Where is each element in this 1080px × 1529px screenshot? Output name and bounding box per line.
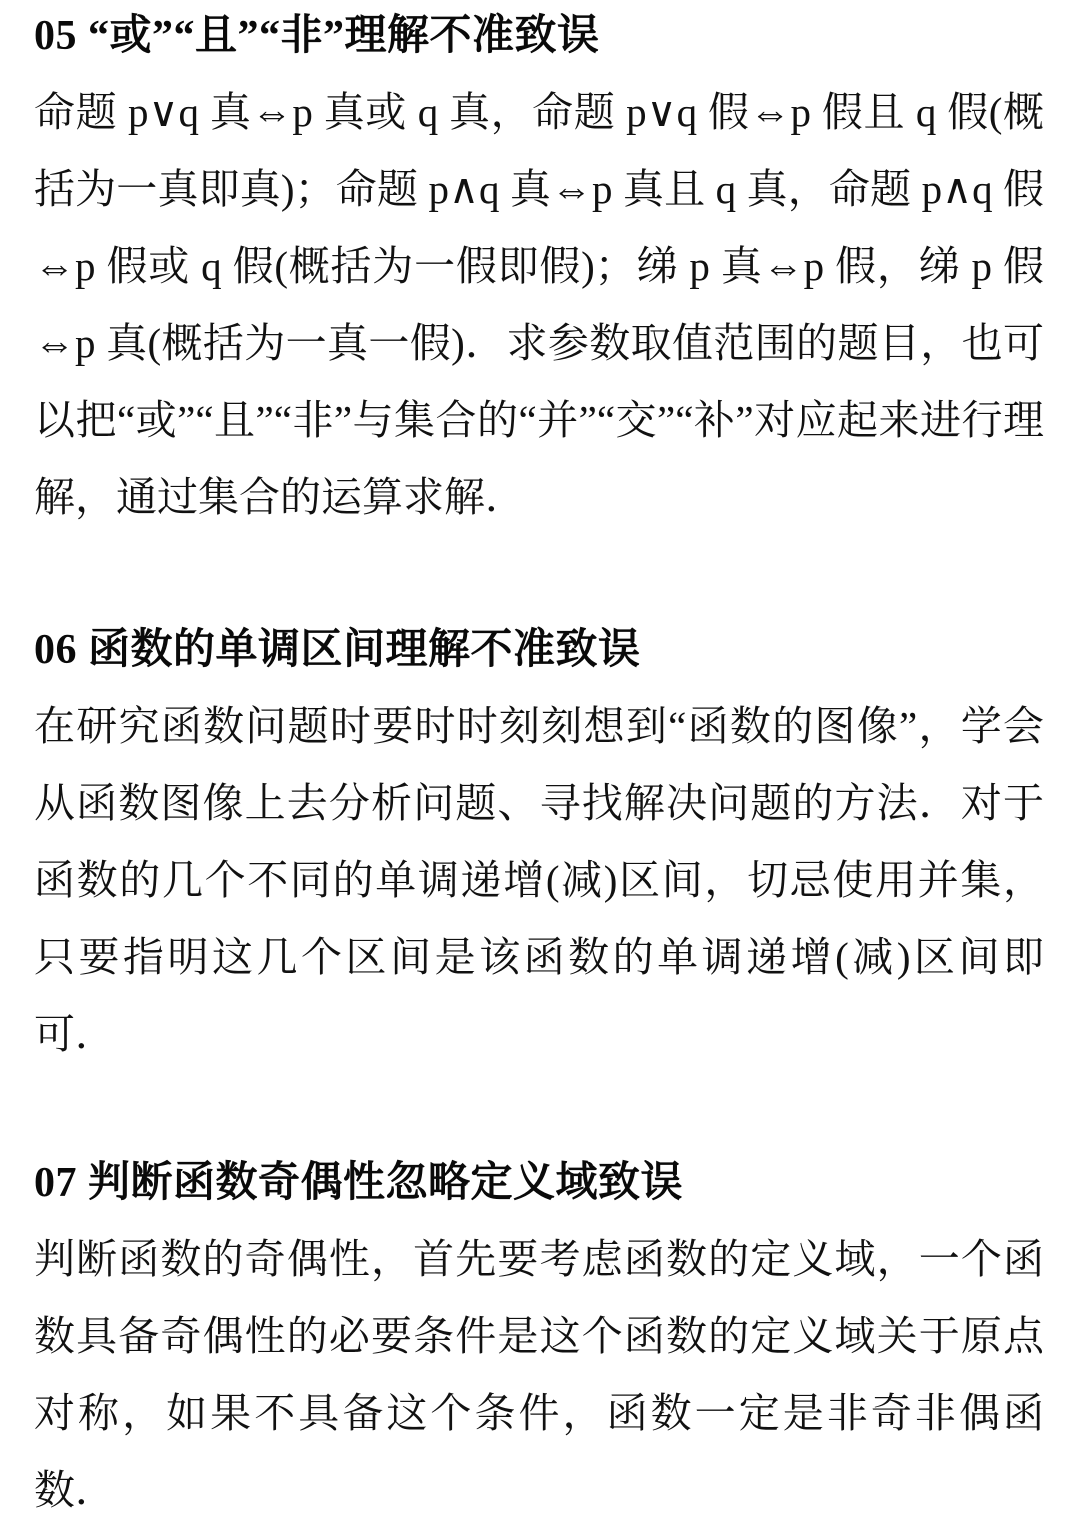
section-06-body: 在研究函数问题时要时时刻刻想到“函数的图像”，学会从函数图像上去分析问题、寻找解决问题的方法．对于函数的几个不同的单调递增(减)区间，切忌使用并集，只要指明这几个区间是该函数的单调递增(减)区间即可． <box>34 703 1044 1057</box>
section-07-heading: 07 判断函数奇偶性忽略定义域致误 <box>34 1160 684 1206</box>
section-06 <box>34 624 1044 1073</box>
section-05-body: 命题 p∨q 真⇔p 真或 q 真，命题 p∨q 假⇔p 假且 q 假(概括为一真即真)；命题 p∧q 真⇔p 真且 q 真，命题 p∧q 假⇔p 假或 q 假(概括为一假即假)；绨 p 真⇔p 假，绨 p 假⇔p 真(概括为一真一假)．求参数取值范围的题目，也可以把“或”“且”“非”与集合的“并”“交”“补”对应起来进行理解，通过集合的运算求解． <box>34 89 1044 520</box>
section-06-heading: 06 函数的单调区间理解不准致误 <box>34 627 641 673</box>
section-07 <box>34 1157 1044 1529</box>
section-05-heading: 05 “或”“且”“非”理解不准致误 <box>34 13 600 59</box>
section-05 <box>34 10 1044 536</box>
section-07-body: 判断函数的奇偶性，首先要考虑函数的定义域，一个函数具备奇偶性的必要条件是这个函数的定义域关于原点对称，如果不具备这个条件，函数一定是非奇非偶函数． <box>34 1236 1044 1513</box>
